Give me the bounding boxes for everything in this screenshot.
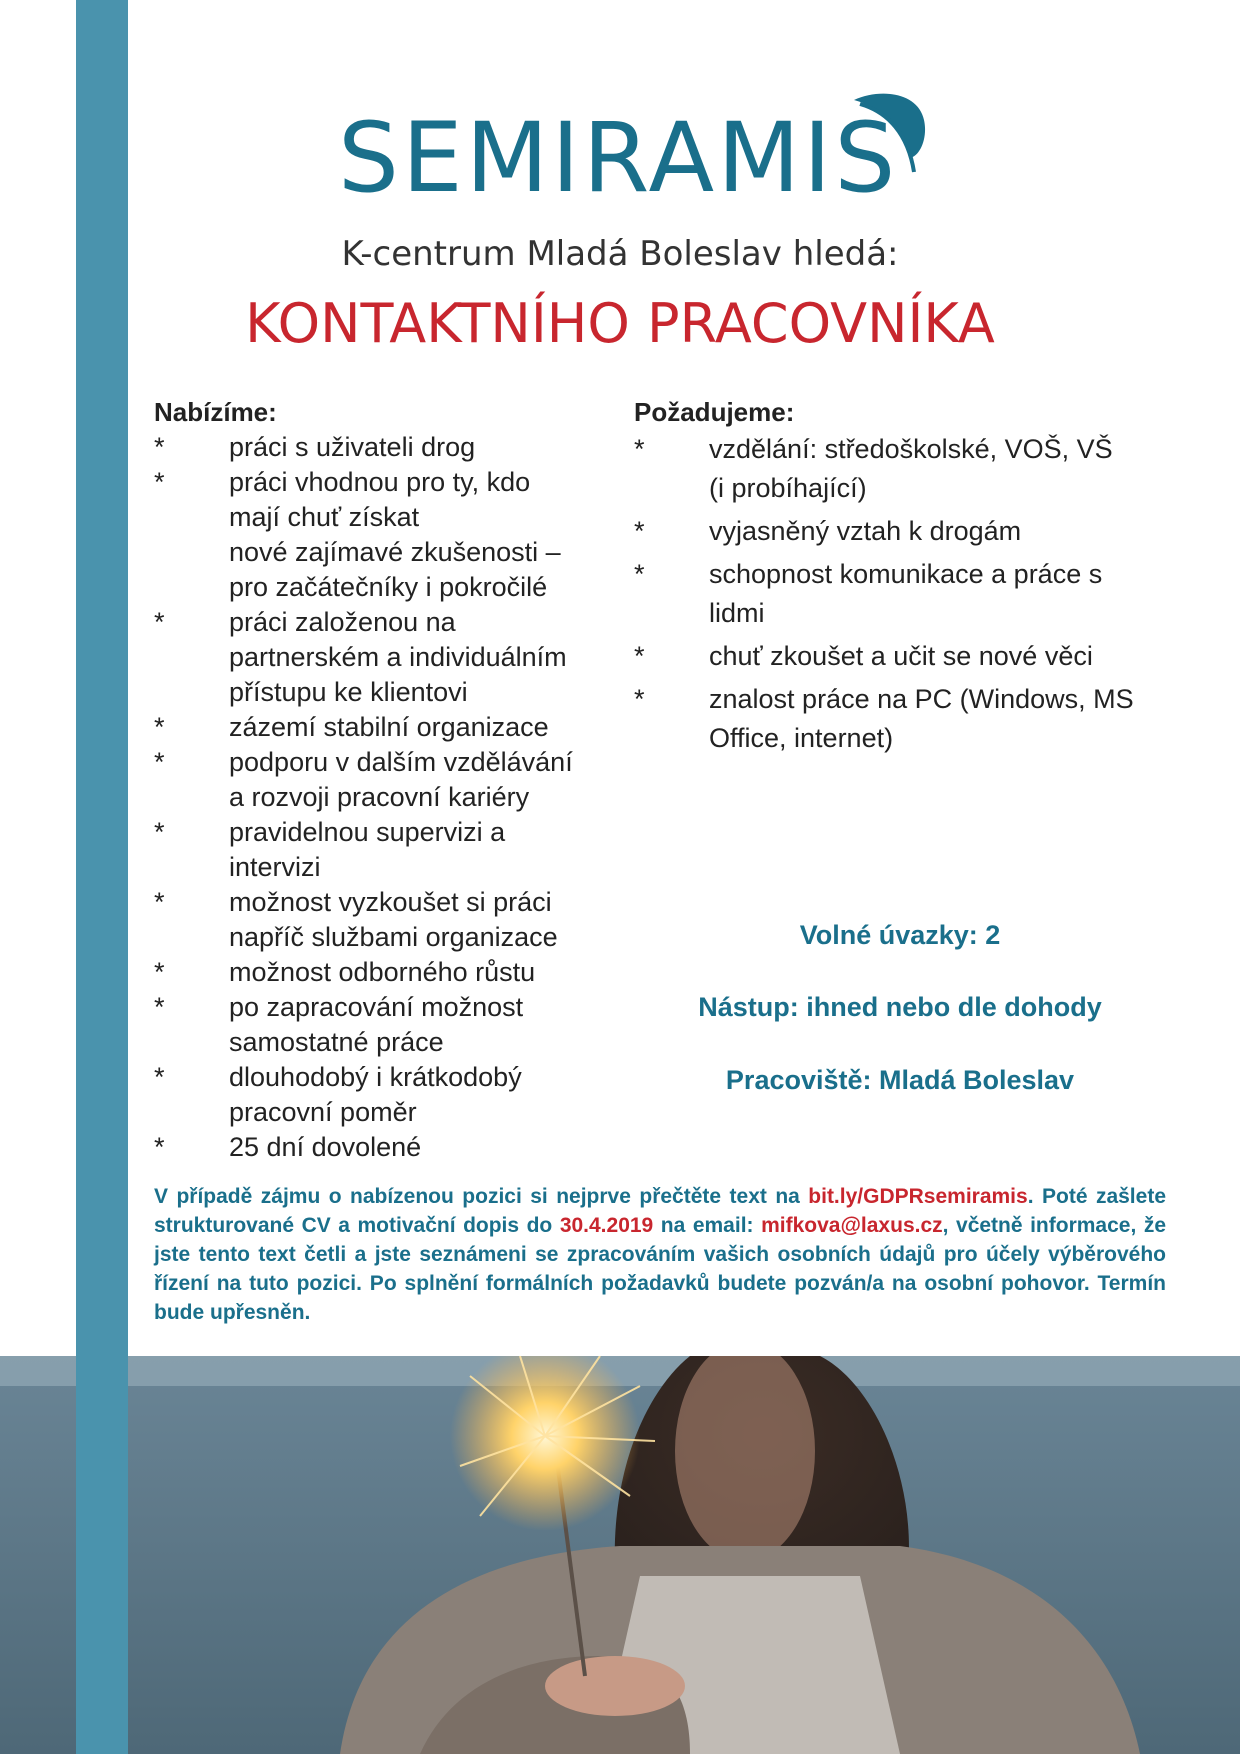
instructions-text-2: . Poté zašlete strukturované CV a motivační dopis do xyxy=(154,1185,1166,1237)
offer-item-line: 25 dní dovolené xyxy=(229,1132,422,1162)
requirement-item-line: lidmi xyxy=(709,598,765,628)
leaf-icon xyxy=(850,86,930,176)
instructions-text-3: na email: xyxy=(653,1214,762,1237)
instructions-text-4: , včetně informace, že jste tento text četli a jste seznámeni se zpracováním vašich osobních údajů pro účely výběrového řízení na tuto pozici. Po splnění formálních požadavků budete pozván/a na osobní pohovor. Termín bude upřesněn. xyxy=(154,1214,1167,1324)
deadline-date: 30.4.2019 xyxy=(559,1214,654,1237)
offer-item xyxy=(154,1130,614,1165)
position-title: KONTAKTNÍHO PRACOVNÍKA xyxy=(245,292,995,355)
bullet-marker: * xyxy=(154,467,165,497)
bullet-marker: * xyxy=(154,992,165,1022)
requirements-list xyxy=(634,430,1174,758)
offer-item-line: práci s uživateli drog xyxy=(229,432,476,462)
offer-item xyxy=(154,955,614,990)
offer-item-line: práci vhodnou pro ty, kdo xyxy=(229,467,531,497)
bullet-marker: * xyxy=(634,516,645,546)
bullet-marker: * xyxy=(154,712,165,742)
offer-item-line: práci založenou na xyxy=(229,607,456,637)
offer-item-line: intervizi xyxy=(229,852,321,882)
requirement-item-line: schopnost komunikace a práce s xyxy=(709,559,1103,589)
requirements-section xyxy=(634,394,1174,762)
offer-item-line: přístupu ke klientovi xyxy=(229,677,468,707)
requirement-item xyxy=(634,555,1174,633)
offer-item-line: pracovní poměr xyxy=(229,1097,417,1127)
bullet-marker: * xyxy=(634,641,645,671)
offer-heading: Nabízíme: xyxy=(154,397,277,427)
offer-item xyxy=(154,710,614,745)
logo xyxy=(330,90,950,214)
workplace-info: Pracoviště: Mladá Boleslav xyxy=(725,1065,1075,1095)
bullet-marker: * xyxy=(154,1062,165,1092)
offer-item-line: napříč službami organizace xyxy=(229,922,558,952)
bullet-marker: * xyxy=(634,434,645,464)
offer-item xyxy=(154,430,614,465)
offer-item-line: možnost vyzkoušet si práci xyxy=(229,887,552,917)
application-instructions xyxy=(154,1182,1166,1327)
offer-item-line: po zapracování možnost xyxy=(229,992,524,1022)
requirements-heading: Požadujeme: xyxy=(634,397,795,427)
requirement-item-line: (i probíhající) xyxy=(709,473,867,503)
vacancies-info: Volné úvazky: 2 xyxy=(799,920,1001,950)
bullet-marker: * xyxy=(154,887,165,917)
offer-item xyxy=(154,605,614,710)
offer-item-line: zázemí stabilní organizace xyxy=(229,712,549,742)
requirement-item xyxy=(634,637,1174,676)
requirement-item-line: vyjasněný vztah k drogám xyxy=(709,516,1022,546)
offer-item-line: partnerském a individuálním xyxy=(229,642,567,672)
bullet-marker: * xyxy=(154,1132,165,1162)
bullet-marker: * xyxy=(154,607,165,637)
offer-item-line: samostatné práce xyxy=(229,1027,444,1057)
offer-item-line: nové zajímavé zkušenosti – xyxy=(229,537,561,567)
offer-item-line: mají chuť získat xyxy=(229,502,420,532)
requirement-item-line: znalost práce na PC (Windows, MS xyxy=(709,684,1134,714)
bullet-marker: * xyxy=(634,559,645,589)
bullet-marker: * xyxy=(154,432,165,462)
offer-item-line: pravidelnou supervizi a xyxy=(229,817,506,847)
offer-item-line: dlouhodobý i krátkodobý xyxy=(229,1062,522,1092)
offer-item-line: pro začátečníky i pokročilé xyxy=(229,572,548,602)
offer-item xyxy=(154,1060,614,1130)
offer-item xyxy=(154,815,614,885)
requirement-item-line: vzdělání: středoškolské, VOŠ, VŠ xyxy=(709,434,1113,464)
requirement-item xyxy=(634,680,1174,758)
contact-email[interactable]: mifkova@laxus.cz xyxy=(761,1214,943,1237)
decorative-stripe xyxy=(76,0,128,1754)
requirement-item-line: Office, internet) xyxy=(709,723,894,753)
requirement-item-line: chuť zkoušet a učit se nové věci xyxy=(709,641,1093,671)
requirement-item xyxy=(634,430,1174,508)
offer-item xyxy=(154,465,614,605)
bullet-marker: * xyxy=(634,684,645,714)
offer-section xyxy=(154,394,614,1165)
offer-item-line: možnost odborného růstu xyxy=(229,957,536,987)
sparkler-photo xyxy=(0,1356,1240,1754)
gdpr-link[interactable]: bit.ly/GDPRsemiramis xyxy=(808,1185,1028,1208)
offer-list xyxy=(154,430,614,1165)
instructions-text-1: V případě zájmu o nabízenou pozici si nejprve přečtěte text na xyxy=(154,1185,809,1208)
offer-item xyxy=(154,990,614,1060)
bullet-marker: * xyxy=(154,957,165,987)
subtitle: K-centrum Mladá Boleslav hledá: xyxy=(341,234,899,274)
logo-text: SEMIRAMIS xyxy=(338,102,899,214)
bullet-marker: * xyxy=(154,817,165,847)
bullet-marker: * xyxy=(154,747,165,777)
offer-item xyxy=(154,745,614,815)
offer-item-line: a rozvoji pracovní kariéry xyxy=(229,782,530,812)
offer-item-line: podporu v dalším vzdělávání xyxy=(229,747,573,777)
start-info: Nástup: ihned nebo dle dohody xyxy=(698,992,1102,1022)
offer-item xyxy=(154,885,614,955)
requirement-item xyxy=(634,512,1174,551)
